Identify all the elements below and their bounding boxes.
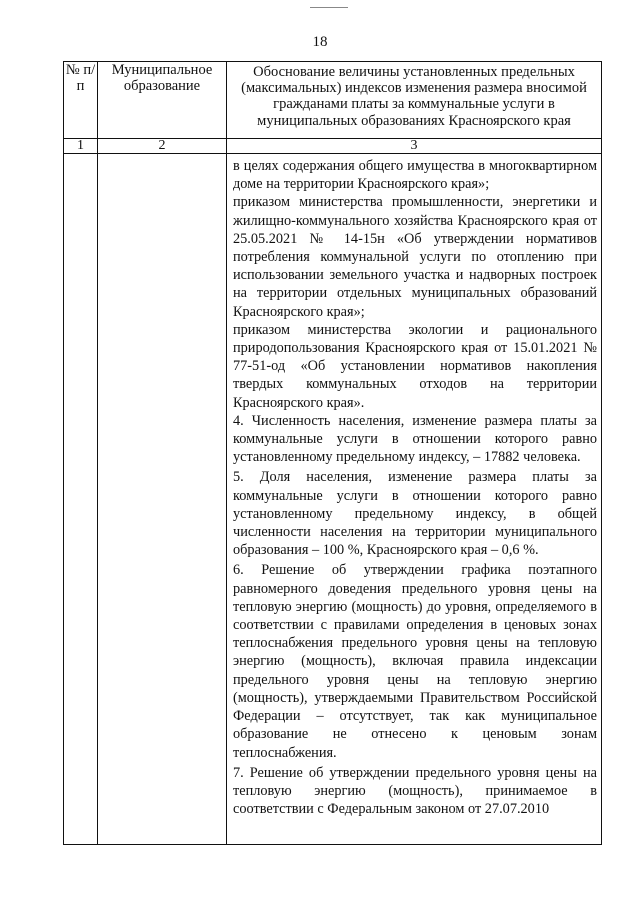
- header-number: № п/п: [64, 62, 98, 139]
- top-rule: [310, 7, 348, 8]
- paragraph: 6. Решение об утверждении графика поэтапного равномерного доведения предельного уровня цены на тепловую энергию (мощность) до уровня, определяемого в соответствии с правилами определения в ценовых зонах теплоснабжения предельного уровня цены на тепловую энергию (мощность), включая правила индексации предельного уровня цены на тепловую энергию (мощность), утверждаемыми Правительством Российской Федерации – отсутствует, так как муниципальное образование не отнесено к ценовым зонам теплоснабжения.: [233, 562, 597, 761]
- column-number-row: [64, 139, 602, 154]
- column-number-3: 3: [227, 139, 602, 154]
- row-number-cell: [64, 154, 98, 845]
- justification-text: [227, 154, 601, 818]
- table-header-row: [64, 62, 602, 139]
- row-municipality-cell: [98, 154, 227, 845]
- paragraph: 5. Доля населения, изменение размера платы за коммунальные услуги в отношении которого равно установленному предельному индексу, в общей численности населения на территории муниципального образования – 100 %, Красноярского края – 0,6 %.: [233, 469, 597, 559]
- paragraph: 7. Решение об утверждении предельного уровня цены на тепловую энергию (мощность), принимаемое в соответствии с Федеральным законом от 27.07.2010: [233, 764, 597, 818]
- paragraph: 4. Численность населения, изменение размера платы за коммунальные услуги в отношении которого равно установленному предельному индексу, – 17882 человека.: [233, 412, 597, 466]
- paragraph: приказом министерства экологии и рационального природопользования Красноярского края от 15.01.2021 № 77-51-од «Об установлении нормативов накопления твердых коммунальных отходов на территории Красноярского края».: [233, 321, 597, 411]
- paragraph: приказом министерства промышленности, энергетики и жилищно-коммунального хозяйства Красноярского края от 25.05.2021 № 14-15н «Об утверждении нормативов потребления коммунальной услуги по отоплению при использовании земельного участка и надворных построек на территории отдельных муниципальных образований Красноярского края»;: [233, 194, 597, 320]
- header-justification: Обоснование величины установленных предельных (максимальных) индексов изменения размера вносимой гражданами платы за коммунальные услуги в муниципальных образованиях Красноярского края: [227, 62, 602, 139]
- column-number-1: 1: [64, 139, 98, 154]
- header-municipality: Муниципальное образование: [98, 62, 227, 139]
- paragraph: в целях содержания общего имущества в многоквартирном доме на территории Красноярского края»;: [233, 158, 597, 193]
- row-justification-cell: [227, 154, 602, 845]
- table-row: [64, 154, 602, 845]
- column-number-2: 2: [98, 139, 227, 154]
- page-number: 18: [312, 34, 328, 50]
- justification-table: [63, 61, 602, 845]
